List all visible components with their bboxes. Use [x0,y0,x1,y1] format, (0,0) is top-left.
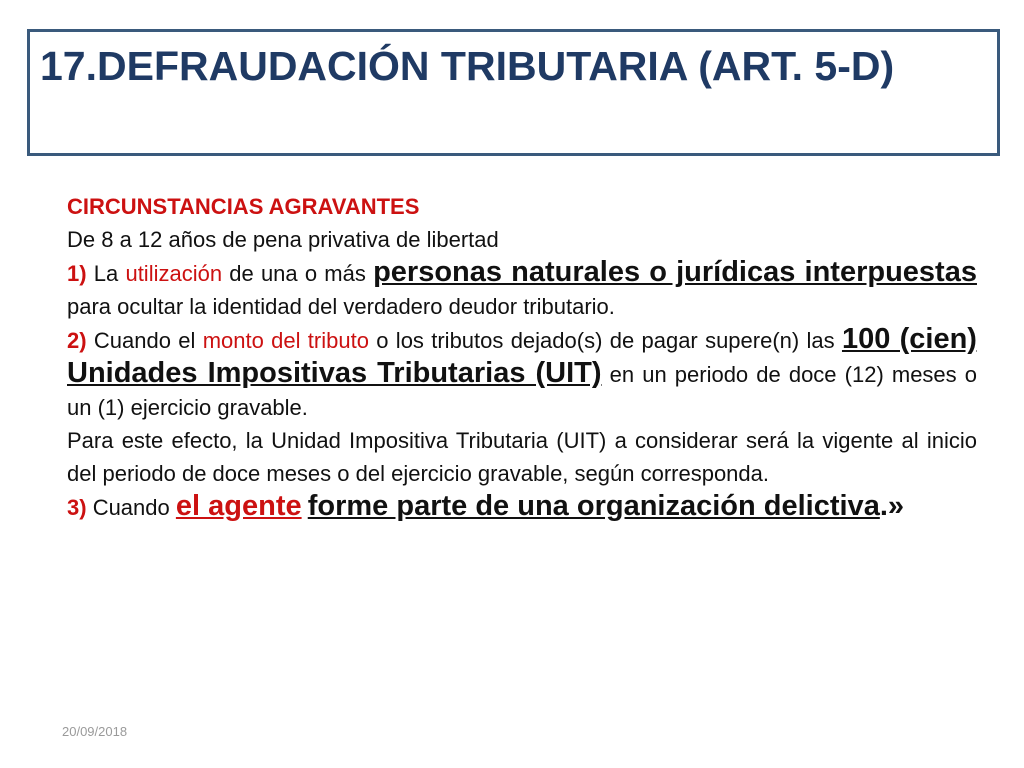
item-1-text-b: de una o más [229,261,366,286]
item-1-highlight: utilización [125,261,223,286]
item-3-end: .» [879,490,905,522]
uit-paragraph: Para este efecto, la Unidad Impositiva Tributaria (UIT) a considerar será la vigente al inicio del periodo de doce meses o del ejercicio gravable, según corresponda. [67,428,977,486]
item-1-text-c: para ocultar la identidad del verdadero deudor tributario. [67,294,615,319]
section-heading: CIRCUNSTANCIAS AGRAVANTES [67,194,420,219]
item-2-highlight: monto del tributo [202,328,369,353]
item-3-number: 3) [67,495,87,520]
item-1 [67,256,977,323]
item-2-text-b: o los tributos dejado(s) de pagar supere(n) las [376,328,835,353]
item-3 [67,490,977,524]
slide-title: 17.DEFRAUDACIÓN TRIBUTARIA (ART. 5-D) [40,43,895,89]
item-1-emphasis: personas naturales o jurídicas interpuestas [373,256,977,288]
item-1-number: 1) [67,261,87,286]
section-subheading: De 8 a 12 años de pena privativa de libertad [67,227,499,252]
item-2-text-c: en un periodo de doce (12) meses o un (1) ejercicio gravable. [67,362,978,420]
item-1-text-a: La [93,261,119,286]
item-2-number: 2) [67,328,87,353]
title-box [27,29,1000,156]
item-3-text-a: Cuando [92,495,170,520]
item-2-emphasis: 100 (cien) Unidades Impositivas Tributarias (UIT) [67,323,977,389]
slide-content [67,190,977,524]
slide-date: 20/09/2018 [62,724,128,739]
item-3-highlight: el agente [175,490,302,522]
item-2-text-a: Cuando el [93,328,196,353]
item-3-emphasis: forme parte de una organización delictiva [307,490,880,522]
item-2 [67,323,977,424]
